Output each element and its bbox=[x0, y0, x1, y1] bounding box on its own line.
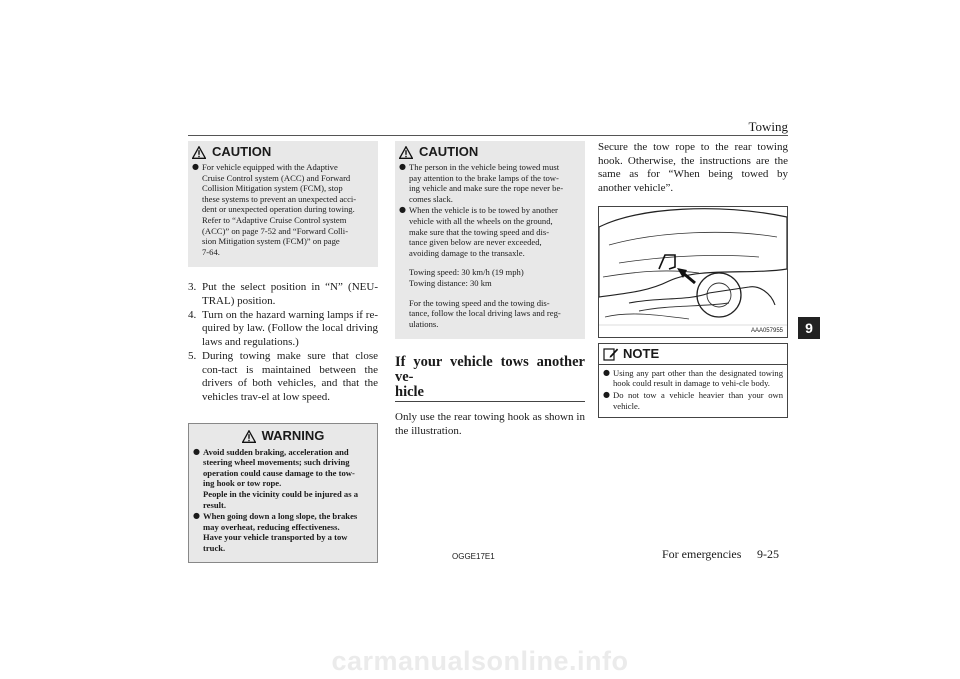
text-line: For vehicle equipped with the Adaptive bbox=[202, 162, 338, 172]
spacer bbox=[409, 258, 561, 267]
caution-bullet-text bbox=[409, 162, 563, 204]
section-rule bbox=[395, 401, 585, 402]
section-title bbox=[395, 355, 585, 400]
warning-box bbox=[188, 423, 378, 563]
text-line: (ACC)” on page 7-52 and “Forward Colli- bbox=[202, 225, 349, 236]
caution-bullet bbox=[399, 205, 581, 329]
column-left bbox=[188, 141, 378, 563]
text-line: pay attention to the brake lamps of the tow- bbox=[409, 172, 559, 183]
towing-hook-illustration bbox=[598, 206, 788, 338]
caution-box bbox=[188, 141, 378, 267]
note-bullet-text: Do not tow a vehicle heavier than your own vehicle. bbox=[613, 390, 783, 411]
text-line: When going down a long slope, the brakes bbox=[203, 511, 358, 522]
warning-title bbox=[193, 428, 373, 446]
text-line: The person in the vehicle being towed must bbox=[409, 162, 560, 172]
step-text: During towing make sure that close con-tact is maintained between the drivers of both vehicles, and that the vehicles trav-el at low speed. bbox=[202, 349, 378, 403]
caution-label: CAUTION bbox=[212, 143, 272, 159]
note-title bbox=[599, 344, 787, 365]
text-line: Collision Mitigation system (FCM), stop bbox=[202, 183, 343, 194]
towing-speed: Towing speed: 30 km/h (19 mph) bbox=[409, 267, 524, 278]
caution-label: CAUTION bbox=[419, 143, 479, 159]
note-bullet bbox=[603, 368, 783, 389]
caution-box bbox=[395, 141, 585, 339]
warning-triangle-icon bbox=[399, 146, 413, 159]
text-line: steering wheel movements; such driving bbox=[203, 457, 350, 468]
column-middle bbox=[395, 141, 585, 439]
warning-bullet-text bbox=[203, 511, 357, 553]
note-box bbox=[598, 343, 788, 418]
text-line: For the towing speed and the towing dis- bbox=[409, 297, 550, 308]
step-item bbox=[188, 281, 378, 308]
spacer bbox=[409, 289, 561, 298]
footer-section-name: For emergencies bbox=[662, 547, 742, 561]
text-line: Avoid sudden braking, acceleration and bbox=[203, 446, 349, 457]
note-bullet-text: Using any part other than the designated towing hook could result in damage to vehi-cle body. bbox=[613, 367, 783, 389]
bullet-icon: ● bbox=[192, 162, 199, 171]
bullet-icon: ● bbox=[193, 446, 200, 456]
header-rule bbox=[188, 135, 788, 136]
text-line: operation could cause damage to the tow- bbox=[203, 467, 355, 478]
bullet-icon: ● bbox=[399, 205, 406, 215]
caution-bullet bbox=[399, 162, 581, 204]
step-item bbox=[188, 350, 378, 405]
text-line: ing vehicle and make sure the rope never be- bbox=[409, 183, 564, 194]
section-title-line: If your vehicle tows another ve- bbox=[395, 354, 585, 386]
warning-triangle-icon bbox=[242, 430, 256, 443]
step-text: Turn on the hazard warning lamps if re-quired by law. (Follow the local driving laws and regulations.) bbox=[202, 308, 378, 349]
text-line: ing hook or tow rope. bbox=[203, 478, 282, 489]
note-label: NOTE bbox=[623, 345, 660, 361]
text-line: Have your vehicle transported by a tow bbox=[203, 532, 348, 543]
figure-id: AAA057955 bbox=[750, 327, 783, 334]
step-number: 4. bbox=[188, 308, 197, 321]
caution-title bbox=[192, 143, 374, 161]
step-number: 5. bbox=[188, 349, 197, 362]
bullet-icon: ● bbox=[399, 162, 406, 171]
text-line: tance, follow the local driving laws and reg- bbox=[409, 308, 561, 319]
warning-bullet-text bbox=[203, 447, 358, 511]
bullet-icon: ● bbox=[193, 511, 200, 521]
text-line: may overheat, reducing effectiveness. bbox=[203, 521, 340, 532]
bullet-icon: ● bbox=[603, 367, 610, 377]
watermark: carmanualsonline.info bbox=[331, 646, 629, 676]
text-line: avoiding damage to the transaxle. bbox=[409, 247, 525, 258]
step-number: 3. bbox=[188, 281, 197, 294]
text-line: vehicle with all the wheels on the ground, bbox=[409, 215, 553, 226]
text-line: ulations. bbox=[409, 318, 439, 329]
text-line: sion Mitigation system (FCM)” on page bbox=[202, 236, 340, 247]
text-line: People in the vicinity could be injured as a bbox=[203, 489, 359, 500]
chapter-tab: 9 bbox=[798, 317, 820, 339]
warning-bullet bbox=[193, 511, 373, 553]
column-right bbox=[598, 141, 788, 418]
text-line: these systems to prevent an unexpected acci- bbox=[202, 193, 357, 204]
caution-bullet-text bbox=[409, 205, 561, 329]
text-line: Refer to “Adaptive Cruise Control system bbox=[202, 214, 347, 225]
text-line: truck. bbox=[203, 543, 226, 554]
warning-bullet bbox=[193, 447, 373, 511]
text-line: 7-64. bbox=[202, 246, 220, 257]
step-item bbox=[188, 309, 378, 350]
caution-bullet bbox=[192, 162, 374, 257]
text-line: tance given below are never exceeded, bbox=[409, 237, 542, 248]
step-text: Put the select position in “N” (NEU-TRAL) position. bbox=[202, 281, 378, 308]
text-line: make sure that the towing speed and dis- bbox=[409, 226, 550, 237]
towing-steps bbox=[188, 281, 378, 404]
caution-title bbox=[399, 143, 581, 161]
rear-underbody-drawing bbox=[599, 207, 787, 337]
text-line: Cruise Control system (ACC) and Forward bbox=[202, 172, 351, 183]
intro-paragraph: Secure the tow rope to the rear towing hook. Otherwise, the instructions are the same as for “When being towed by another vehicle”. bbox=[598, 141, 788, 195]
warning-label: WARNING bbox=[261, 428, 325, 444]
text-line: comes slack. bbox=[409, 193, 453, 204]
caution-bullet-text bbox=[202, 162, 356, 257]
warning-triangle-icon bbox=[192, 146, 206, 159]
footer-document-code: OGGE17E1 bbox=[452, 552, 495, 561]
text-line: result. bbox=[203, 499, 226, 510]
note-pencil-icon bbox=[603, 347, 619, 361]
note-bullet bbox=[603, 390, 783, 411]
section-paragraph: Only use the rear towing hook as shown in the illustration. bbox=[395, 411, 585, 438]
section-title-line: hicle bbox=[395, 384, 424, 401]
footer-page-number: 9-25 bbox=[757, 547, 779, 561]
page-header-title: Towing bbox=[748, 119, 788, 134]
text-line: When the vehicle is to be towed by another bbox=[409, 205, 558, 216]
bullet-icon: ● bbox=[603, 390, 610, 399]
warning-wrapper bbox=[188, 423, 378, 563]
towing-distance: Towing distance: 30 km bbox=[409, 277, 492, 288]
text-line: dent or unexpected operation during towing. bbox=[202, 204, 355, 215]
